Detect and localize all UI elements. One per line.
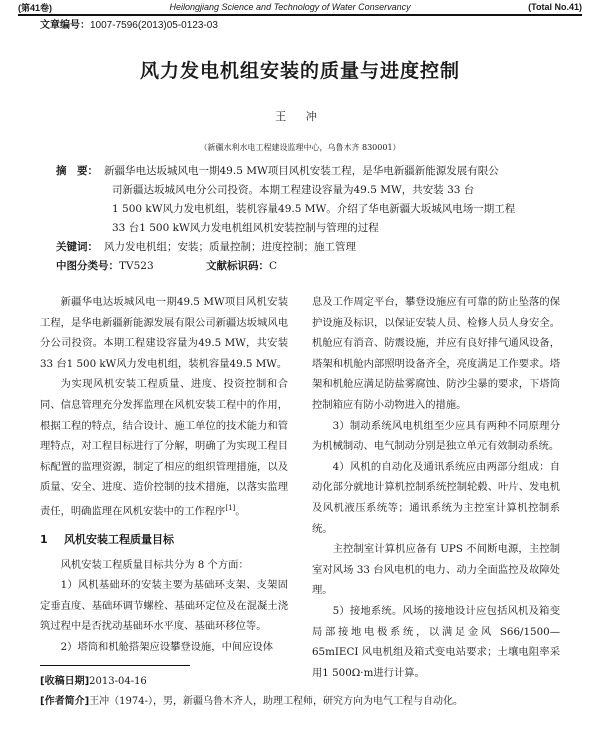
doc-code-label: 文献标识码：	[206, 260, 269, 272]
abstract-label: 摘 要：	[56, 165, 98, 177]
author-bio	[40, 692, 580, 712]
section-title: 风机安装工程质量目标	[64, 532, 174, 546]
keywords-label: 关键词：	[56, 241, 98, 253]
doc-code-value: C	[269, 260, 278, 272]
left-column	[40, 292, 288, 658]
clc-label: 中图分类号：	[56, 260, 119, 272]
running-header	[18, 0, 582, 14]
citation-ref: [1]	[225, 503, 236, 512]
received-label: [收稿日期]	[40, 676, 90, 687]
body-paragraph: 4）风机的自动化及通讯系统应由两部分组成：自动化部分就地计算机控制系统控制轮毂、叶片、发电机及风机液压系统等；通讯系统为主控室计算机控制系统。	[312, 460, 560, 535]
article-number-label: 文章编号：	[40, 20, 90, 31]
body-paragraph: 5）接地系统。风场的接地设计应包括风机及箱变局部接地电极系统，以满足金风 S66/1500—65mIECI 风电机组及箱式变电站要求；土壤电阻率采用1 500Ω·m进行计算。	[312, 604, 560, 679]
body-paragraph: 3）制动系统风电机组至少应具有两种不同原理分为机械制动、电气制动分别是独立单元有效制动系统。	[312, 419, 560, 453]
clc-value: TV523	[119, 260, 154, 272]
classification-line	[56, 257, 561, 276]
running-header-journal: Heilongjiang Science and Technology of Water Conservancy	[169, 2, 411, 12]
abstract-line: 33 台1 500 kW风力发电机组风机安装控制与管理的过程	[112, 222, 379, 234]
keywords-line	[56, 238, 561, 257]
author-bio-label: [作者简介]	[40, 696, 90, 707]
body-paragraph: 风机安装工程质量目标共分为 8 个方面：	[60, 558, 249, 571]
abstract-text: 新疆华电达坂城风电一期49.5 MW项目风机安装工程，是华电新疆新能源发展有限公	[104, 165, 499, 177]
running-header-left: (第41卷)	[18, 2, 53, 13]
body-paragraph-text: 为实现风机安装工程质量、进度、投资控制和合同、信息管理充分发挥监理在风机安装工程中的作用，根据工程的特点，结合设计、施工单位的技术能力和管理特点，对工程目标进行了分解，明确了为实现工程目标配置的监理资源，制定了相应的组织管理措施，以及质量、安全、进度、造价控制的技术措施，以落实监理责任，明确监理在风机安装中的工作程序	[40, 378, 288, 518]
right-column	[312, 292, 560, 683]
body-paragraph: 息及工作周定平台，攀登设施应有可靠的防止坠落的保护设施及标识，以保证安装人员、检修人员人身安全。机舱应有消音、防震设施，并应有良好排气通风设备，塔架和机舱内部照明设备齐全，亮度满足工作要求。塔架和机舱应满足防盐雾腐蚀、防沙尘暴的要求，下塔筒控制箱应有防小动物进入的措施。	[312, 296, 560, 411]
abstract-line	[56, 162, 561, 181]
author-bio-value: 王冲（1974-），男，新疆乌鲁木齐人，助理工程师，研究方向为电气工程与自动化。	[89, 696, 463, 707]
keywords-value: 风力发电机组；安装；质量控制；进度控制；施工管理	[104, 241, 356, 253]
page-title: 风力发电机组安装的质量与进度控制	[139, 60, 460, 82]
article-number-value: 1007-7596(2013)05-0123-03	[90, 20, 218, 31]
footnote-rule	[40, 665, 190, 666]
body-paragraph-end: 。	[235, 505, 246, 518]
author-affiliation: （新疆水利水电工程建设监理中心，乌鲁木齐 830001）	[199, 143, 401, 152]
received-date	[40, 672, 580, 692]
body-paragraph: 主控制室计算机应备有 UPS 不间断电源，主控制室对风场 33 台风电机的电力、动力全面监控及故障处理。	[312, 543, 560, 597]
abstract-line: 司新疆达坂城风电分公司投资。本期工程建设容量为49.5 MW，共安装 33 台	[112, 184, 475, 196]
body-paragraph: 新疆华电达坂城风电一期49.5 MW项目风机安装工程，是华电新疆新能源发展有限公司新疆达坂城风电分公司投资。本期工程建设容量为49.5 MW，共安装 33 台1 500 kW风力发电机组，装机容量49.5 MW。	[40, 296, 288, 370]
received-value: 2013-04-16	[89, 676, 147, 687]
section-number: 1	[40, 532, 48, 546]
body-paragraph: 2）塔筒和机舱搭架应设攀登设施，中间应设体	[60, 640, 274, 653]
section-heading	[40, 530, 288, 551]
footnotes	[40, 672, 580, 712]
author-name: 王 冲	[275, 110, 325, 123]
abstract-block	[56, 162, 561, 276]
running-header-right: (Total No.41)	[528, 2, 582, 12]
article-number	[40, 16, 218, 31]
body-paragraph: 1）风机基础环的安装主要为基础环支架、支架固定垂直度、基础环调节螺栓、基础环定位及在混凝土浇筑过程中是否扰动基础环水平度、基础环移位等。	[40, 579, 288, 633]
body-paragraph	[40, 374, 288, 522]
abstract-line: 1 500 kW风力发电机组，装机容量49.5 MW。介绍了华电新疆大坂城风电场一期工程	[112, 203, 516, 215]
